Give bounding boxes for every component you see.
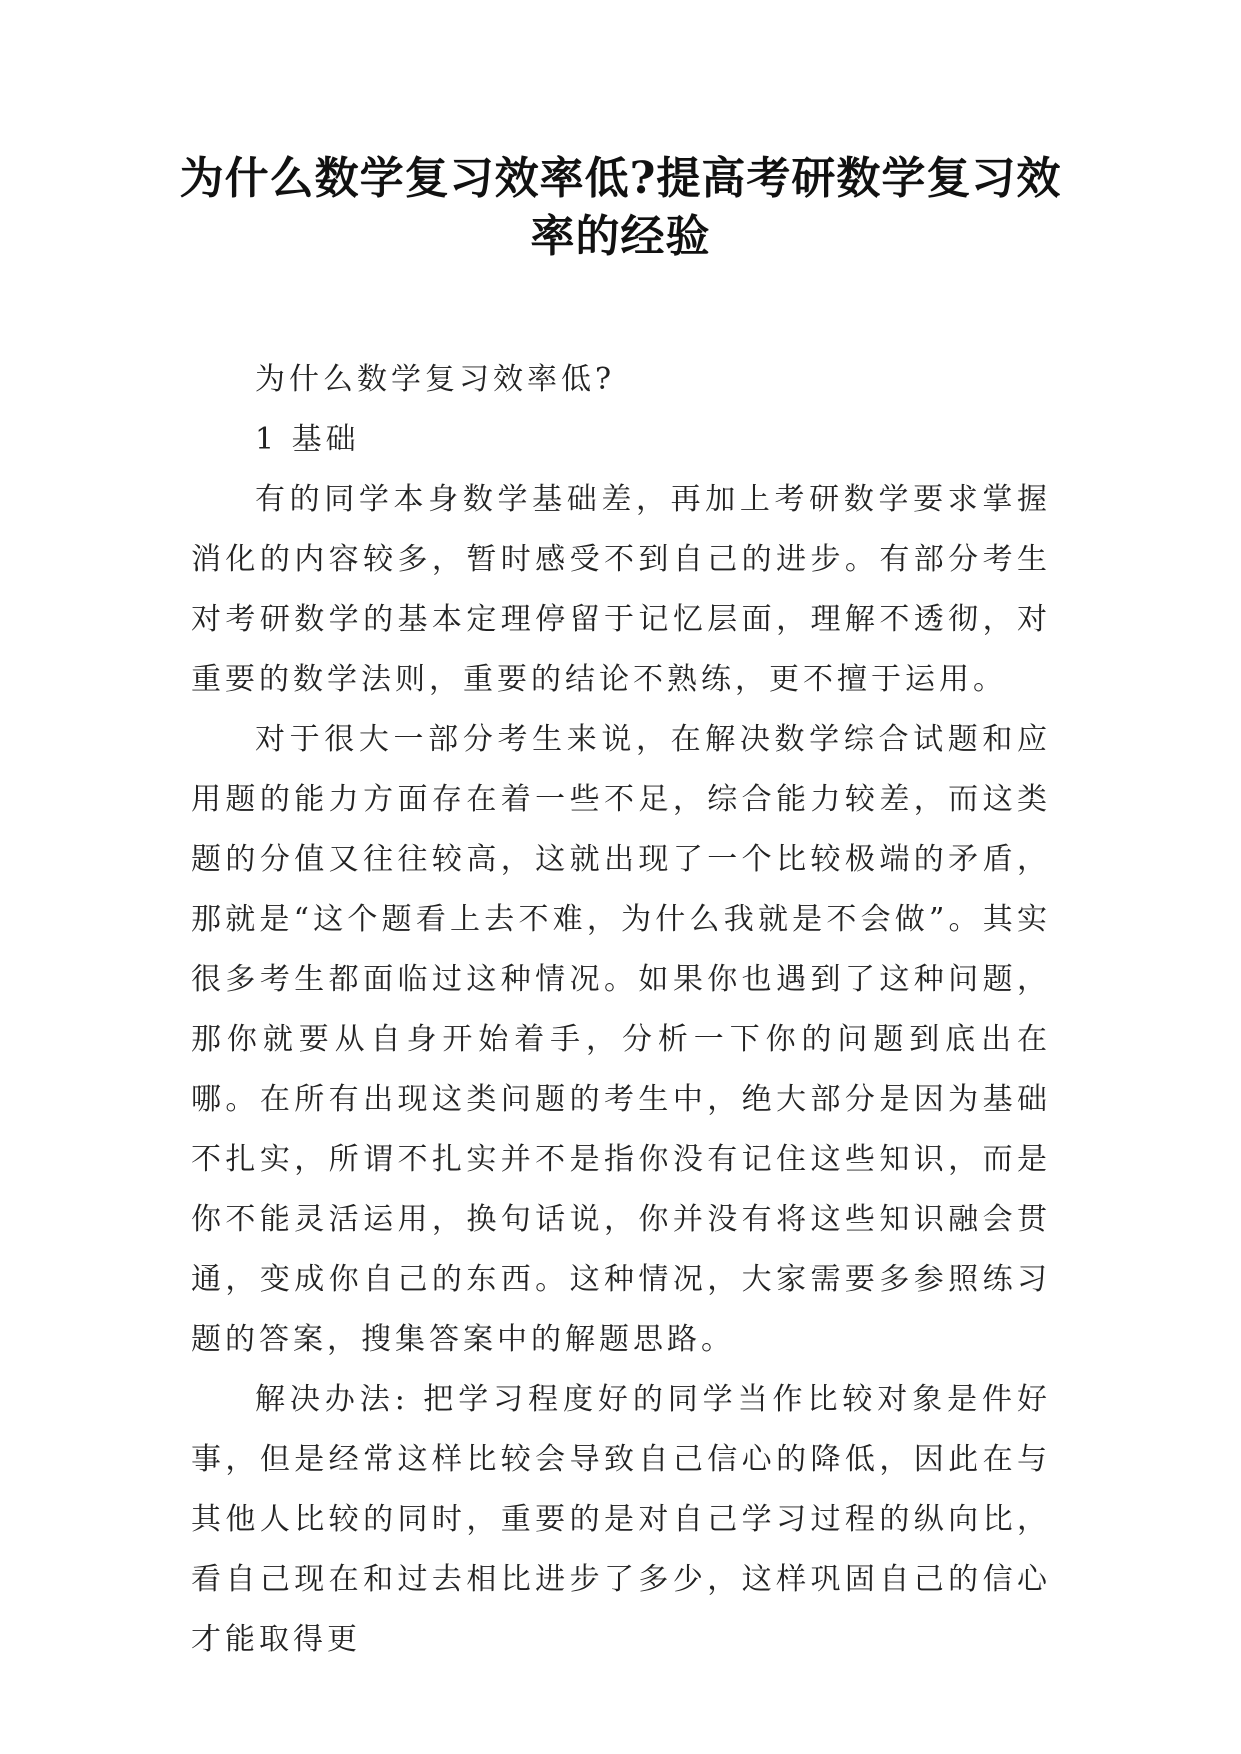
document-body xyxy=(191,350,1051,1670)
paragraph: 对于很大一部分考生来说，在解决数学综合试题和应用题的能力方面存在着一些不足，综合能力较差，而这类题的分值又往往较高，这就出现了一个比较极端的矛盾，那就是“这个题看上去不难，为什么我就是不会做”。其实很多考生都面临过这种情况。如果你也遇到了这种问题，那你就要从自身开始着手，分析一下你的问题到底出在哪。在所有出现这类问题的考生中，绝大部分是因为基础不扎实，所谓不扎实并不是指你没有记住这些知识，而是你不能灵活运用，换句话说，你并没有将这些知识融会贯通，变成你自己的东西。这种情况，大家需要多参照练习题的答案，搜集答案中的解题思路。 xyxy=(191,722,1051,1357)
document-title: 为什么数学复习效率低?提高考研数学复习效率的经验 xyxy=(179,153,1062,262)
section-heading: 1 基础 xyxy=(255,422,360,457)
section-question: 为什么数学复习效率低? xyxy=(255,362,616,397)
paragraph: 解决办法: 把学习程度好的同学当作比较对象是件好事，但是经常这样比较会导致自己信心的降低，因此在与其他人比较的同时，重要的是对自己学习过程的纵向比，看自己现在和过去相比进步了多少，这样巩固自己的信心才能取得更 xyxy=(191,1382,1051,1657)
paragraph: 有的同学本身数学基础差，再加上考研数学要求掌握消化的内容较多，暂时感受不到自己的进步。有部分考生对考研数学的基本定理停留于记忆层面，理解不透彻，对重要的数学法则，重要的结论不熟练，更不擅于运用。 xyxy=(191,482,1051,697)
